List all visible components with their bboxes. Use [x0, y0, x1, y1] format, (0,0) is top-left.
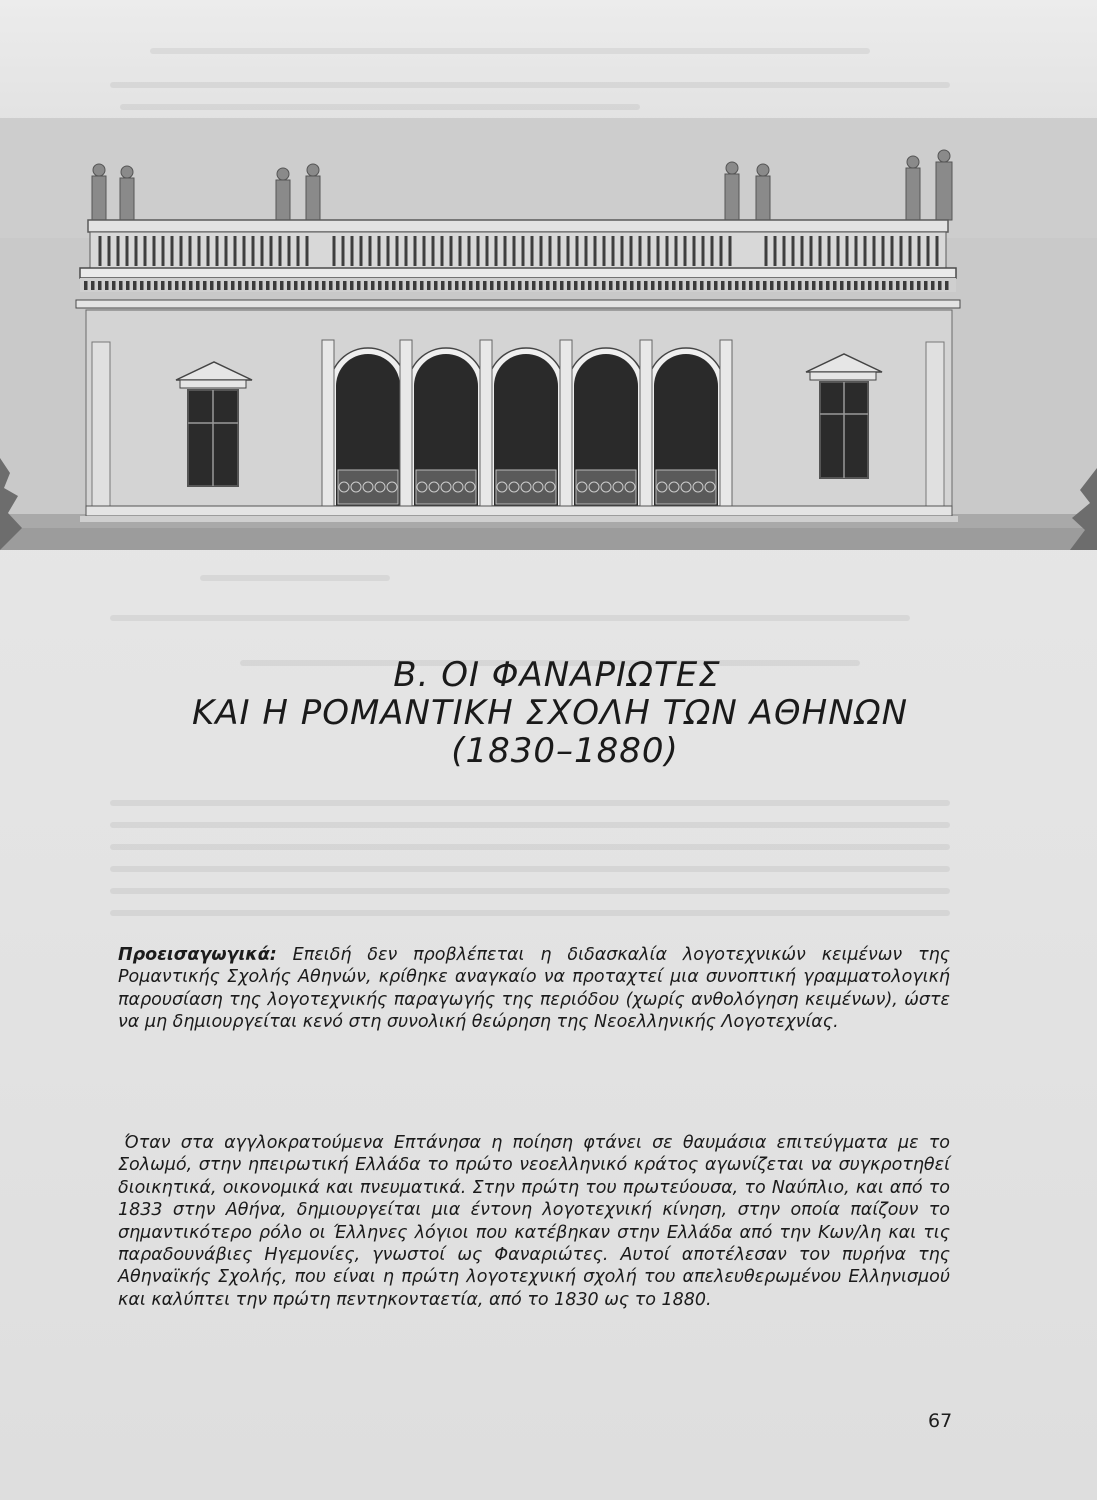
- chapter-title: [60, 656, 1040, 770]
- bleed-through-line: [110, 844, 950, 850]
- chapter-title-line-1: Β. ΟΙ ΦΑΝΑΡΙΩΤΕΣ: [393, 655, 721, 695]
- bleed-through-line: [110, 615, 910, 621]
- page-number: 67: [928, 1410, 953, 1432]
- bleed-through-line: [150, 48, 870, 54]
- chapter-title-line-2: ΚΑΙ Η ΡΟΜΑΝΤΙΚΗ ΣΧΟΛΗ ΤΩΝ ΑΘΗΝΩΝ: [191, 693, 909, 733]
- bleed-through-area: [0, 0, 1097, 125]
- bleed-through-line: [110, 888, 950, 894]
- chapter-title-years: (1830–1880): [451, 731, 679, 771]
- intro-label: Προεισαγωγικά:: [118, 945, 277, 965]
- intro-paragraph: [118, 944, 950, 1034]
- mansion-engraving: [0, 118, 1097, 550]
- bleed-through-line: [110, 910, 950, 916]
- bleed-through-line: [110, 822, 950, 828]
- bleed-through-line: [120, 104, 640, 110]
- intro-text: Επειδή δεν προβλέπεται η διδασκαλία λογοτεχνικών κειμένων της Ρομαντικής Σχολής Αθηνών, κρίθηκε αναγκαίο να προταχτεί μια συνοπτική γραμματολογική παρουσίαση της λογοτεχνικής παραγωγής της περιόδου (χωρίς ανθολόγηση κειμένων), ώστε να μη δημιουργείται κενό στη συνολική θεώρηση της Νεοελληνικής Λογοτεχνίας.: [118, 945, 950, 1033]
- bleed-through-line: [110, 82, 950, 88]
- bleed-through-line: [200, 575, 390, 581]
- bleed-through-line: [110, 866, 950, 872]
- neoclassical-mansion-engraving-icon: [0, 118, 1097, 550]
- body-paragraph: Όταν στα αγγλοκρατούμενα Επτάνησα η ποίηση φτάνει σε θαυμάσια επιτεύγματα με το Σολωμό, στην ηπειρωτική Ελλάδα το πρώτο νεοελληνικό κράτος αγωνίζεται να συγκροτηθεί διοικητικά, οικονομικά και πνευματικά. Στην πρώτη του πρωτεύουσα, το Ναύπλιο, και από το 1833 στην Αθήνα, δημιουργείται μια έντονη λογοτεχνική κίνηση, στην οποία παίζουν το σημαντικότερο ρόλο οι Έλληνες λόγιοι που κατέβηκαν στην Ελλάδα από την Κων/λη και τις παραδουνάβιες Ηγεμονίες, γνωστοί ως Φαναριώτες. Αυτοί αποτέλεσαν τον πυρήνα της Αθηναϊκής Σχολής, που είναι η πρώτη λογοτεχνική σχολή του απελευθερωμένου Ελληνισμού και καλύπτει την πρώτη πεντηκονταετία, από το 1830 ως το 1880.: [118, 1133, 950, 1310]
- bleed-through-line: [110, 800, 950, 806]
